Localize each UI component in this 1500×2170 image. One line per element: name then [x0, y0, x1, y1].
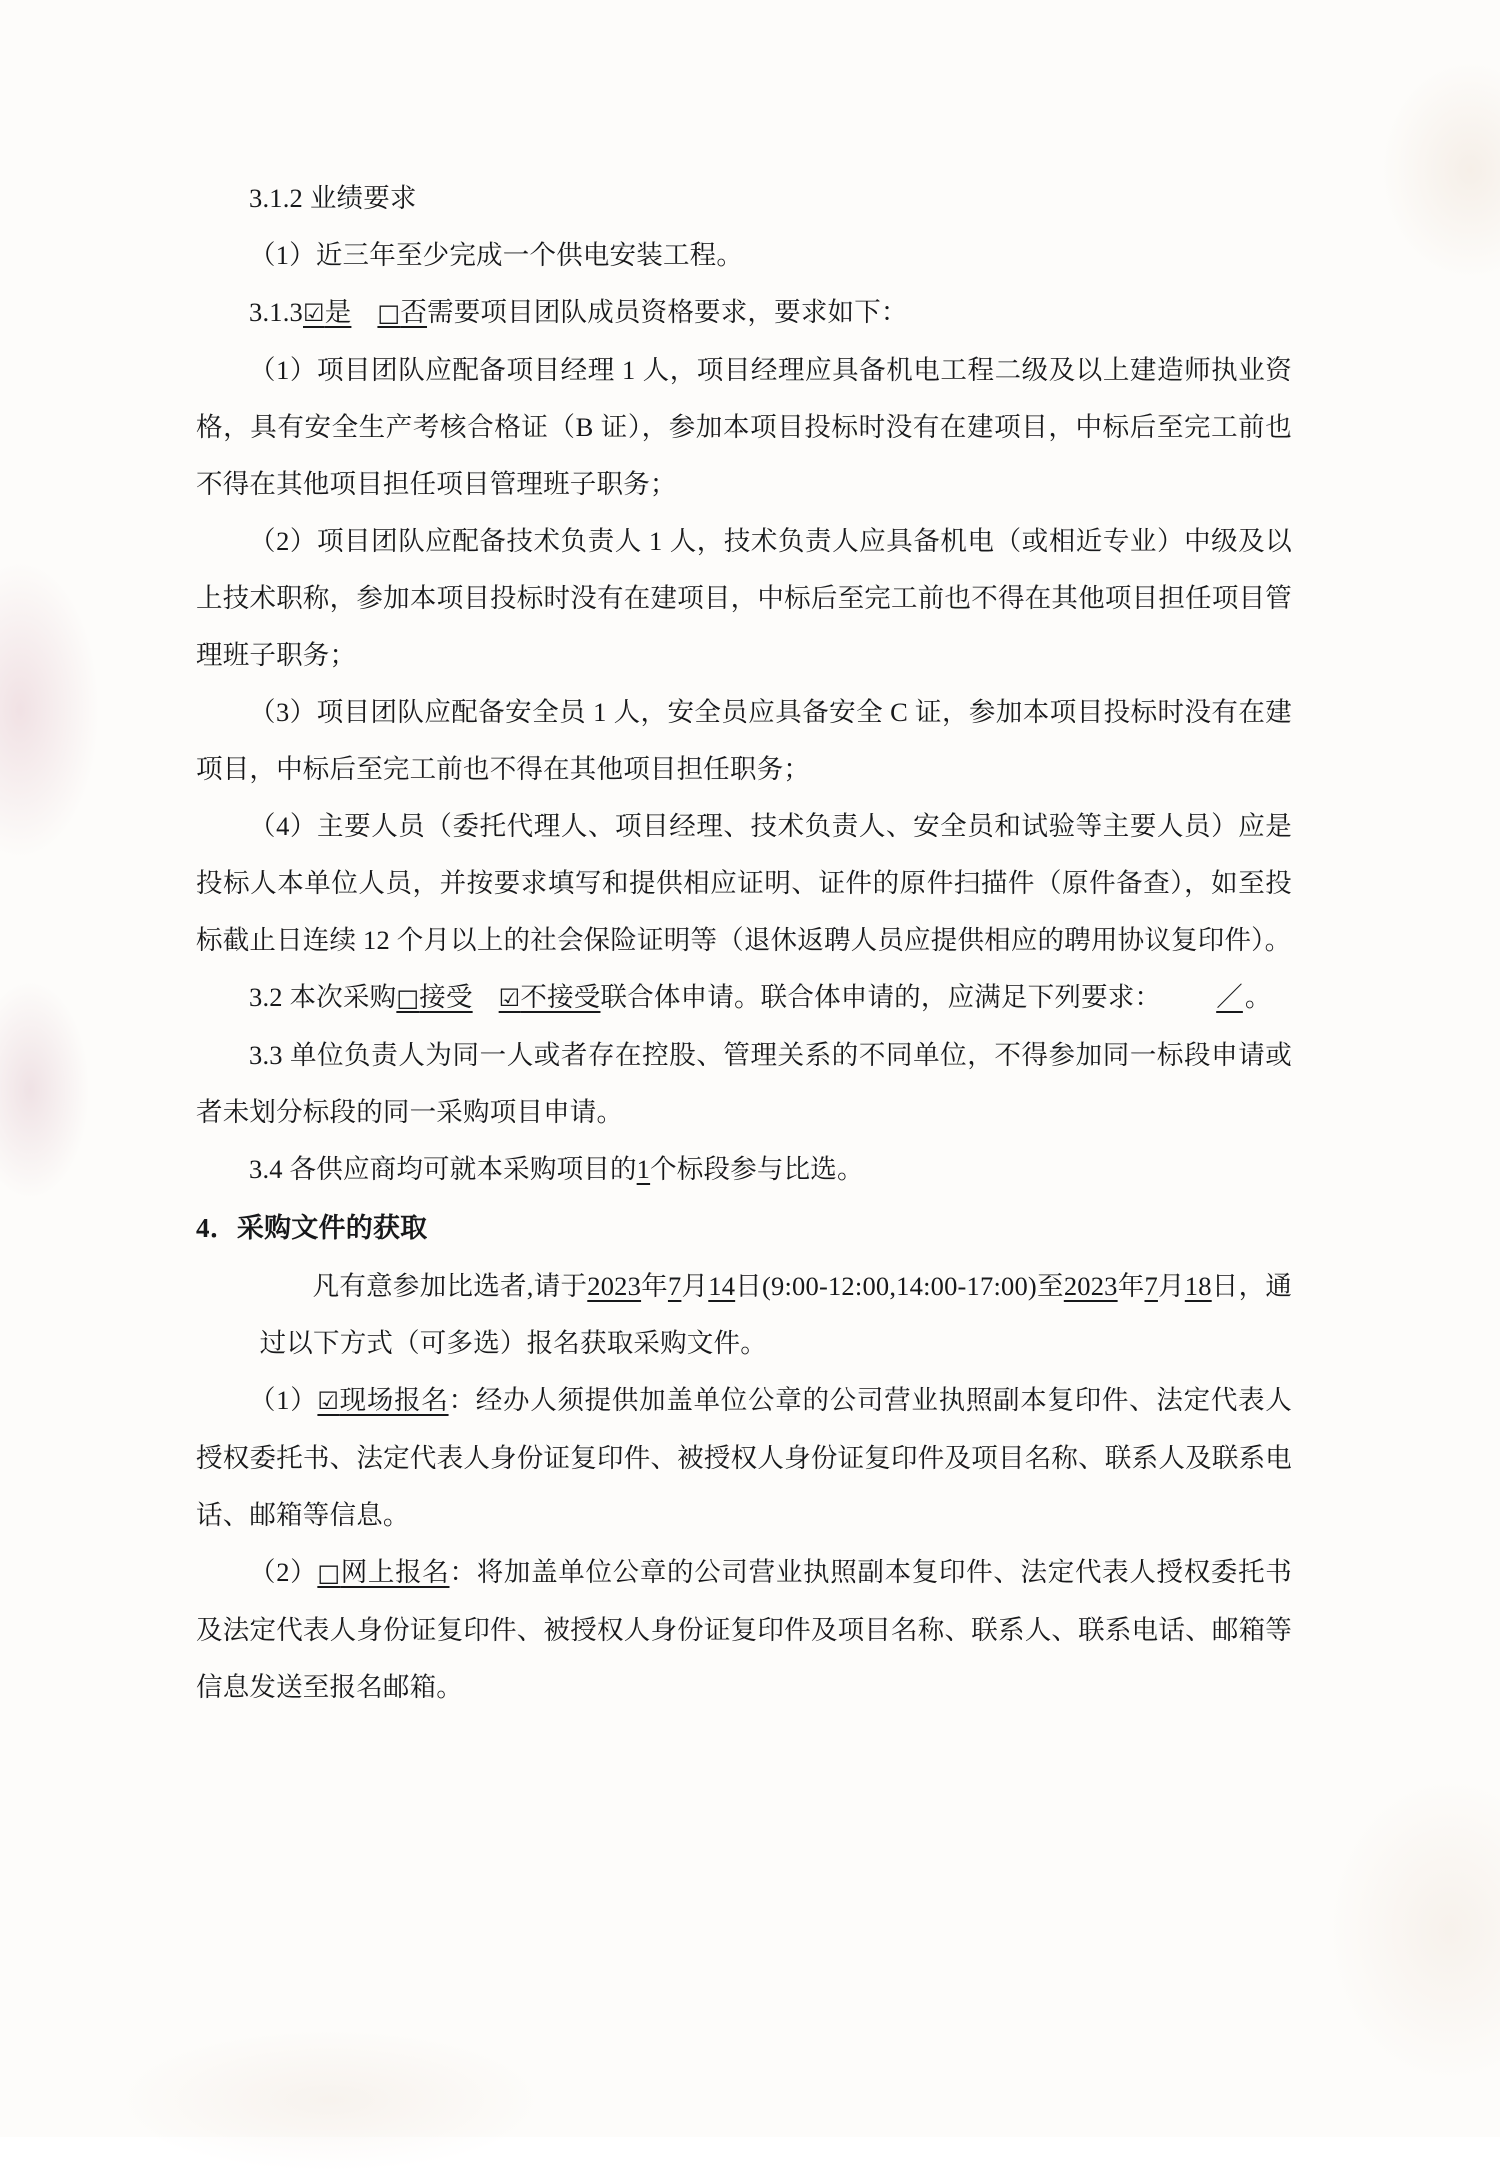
date-range-connector: 至 — [1036, 1271, 1064, 1301]
document-body — [196, 170, 1292, 1716]
item-1-text: ：经办人须提供加盖单位公章的公司营业执照副本复印件、法定代表人授权委托书、法定代表人身份证复印件、被授权人身份证复印件及项目名称、联系人及联系电话、邮箱等信息。 — [196, 1385, 1292, 1530]
item-2-number: （2） — [249, 1557, 318, 1587]
clause-3-1-3-text: 需要项目团队成员资格要求，要求如下： — [427, 297, 908, 327]
year-unit-2: 年 — [1117, 1271, 1145, 1301]
paragraph-3-1-2: 3.1.2 业绩要求 — [249, 183, 417, 213]
paragraph-3-1-3-item-3: （3）项目团队应配备安全员 1 人，安全员应具备安全 C 证，参加本项目投标时没有在建项目，中标后至完工前也不得在其他项目担任职务； — [196, 697, 1292, 784]
end-month-value[interactable]: 7 — [1144, 1271, 1158, 1301]
paragraph-3-1-3-item-2: （2）项目团队应配备技术负责人 1 人，技术负责人应具备机电（或相近专业）中级及以上技术职称，参加本项目投标时没有在建项目，中标后至完工前也不得在其他项目担任项目管理班子职务； — [196, 526, 1292, 670]
start-year-value[interactable]: 2023 — [587, 1271, 642, 1301]
end-year-value[interactable]: 2023 — [1063, 1271, 1118, 1301]
clause-3-2-options — [396, 982, 600, 1012]
paragraph-3-1-3-item-1: （1）项目团队应配备项目经理 1 人，项目经理应具备机电工程二级及以上建造师执业资格，具有安全生产考核合格证（B 证），参加本项目投标时没有在建项目，中标后至完工前也不得在其他项目担任项目管理班子职务； — [196, 355, 1292, 499]
end-day-value[interactable]: 18 — [1184, 1271, 1212, 1301]
scan-stain — [0, 980, 90, 1200]
item-2-label: 网上报名 — [340, 1557, 450, 1587]
clause-3-1-3-options — [303, 297, 427, 327]
date-line-lead: 凡有意参加比选者,请于 — [312, 1271, 588, 1301]
clause-3-4-count[interactable]: 1 — [636, 1154, 651, 1184]
day-unit-2: 日 — [1211, 1271, 1239, 1301]
item-1-label: 现场报名 — [339, 1385, 449, 1415]
scan-stain — [1330, 1780, 1500, 2080]
clause-3-2-end: 。 — [1244, 982, 1272, 1012]
clause-3-4-prefix: 3.4 各供应商均可就本采购项目的 — [249, 1154, 637, 1184]
scan-stain — [1380, 60, 1500, 280]
month-unit: 月 — [681, 1271, 709, 1301]
checkbox-checked-icon[interactable]: ☑ — [303, 299, 325, 327]
start-day-value[interactable]: 14 — [708, 1271, 736, 1301]
start-month-value[interactable]: 7 — [667, 1271, 682, 1301]
month-unit-2: 月 — [1157, 1271, 1185, 1301]
year-unit: 年 — [641, 1271, 668, 1301]
clause-3-2-prefix: 3.2 本次采购 — [249, 982, 397, 1012]
clause-3-4 — [196, 1141, 1292, 1198]
checkbox-accept-label: 接受 — [419, 982, 473, 1012]
paragraph-3-1-3-item-4: （4）主要人员（委托代理人、项目经理、技术负责人、安全员和试验等主要人员）应是投标人本单位人员，并按要求填写和提供相应证明、证件的原件扫描件（原件备查），如至投标截止日连续 12 个月以上的社会保险证明等（退休返聘人员应提供相应的聘用协议复印件）。 — [196, 811, 1292, 955]
item-1-number: （1） — [249, 1385, 318, 1415]
checkbox-reject-label: 不接受 — [520, 982, 601, 1012]
clause-4-item-2 — [196, 1544, 1292, 1716]
clause-3-1-3 — [196, 284, 1292, 342]
section-heading-4: 4．采购文件的获取 — [196, 1213, 428, 1243]
clause-4-dates — [196, 1258, 1292, 1372]
checkbox-no-label: 否 — [400, 297, 428, 327]
scan-stain — [0, 560, 100, 860]
clause-3-1-3-number: 3.1.3 — [249, 297, 303, 327]
item-2-text: ：将加盖单位公章的公司营业执照副本复印件、法定代表人授权委托书及法定代表人身份证复印件、被授权人身份证复印件及项目名称、联系人、联系电话、邮箱等信息发送至报名邮箱。 — [196, 1557, 1292, 1702]
paragraph-3-1-2-item-1: （1）近三年至少完成一个供电安装工程。 — [249, 240, 744, 270]
date-line-tail: ，通过以下方式（可多选）报名获取采购文件。 — [259, 1271, 1293, 1358]
item-1-option — [317, 1385, 448, 1415]
time-range: (9:00-12:00,14:00-17:00) — [762, 1271, 1037, 1301]
checkbox-reject-icon[interactable]: ☑ — [498, 984, 521, 1012]
scan-stain — [120, 2030, 540, 2170]
checkbox-yes-label: 是 — [324, 297, 352, 327]
checkbox-unchecked-icon[interactable]: □ — [377, 299, 401, 327]
clause-4-item-1 — [196, 1372, 1292, 1544]
clause-3-2 — [196, 969, 1292, 1027]
item-2-option — [317, 1557, 449, 1587]
clause-3-2-text: 联合体申请。联合体申请的，应满足下列要求： — [600, 982, 1162, 1012]
checkbox-onsite-registration-icon[interactable]: ☑ — [317, 1387, 340, 1415]
clause-3-2-fill-value[interactable]: ／ — [1216, 982, 1243, 1012]
clause-3-4-suffix: 个标段参与比选。 — [650, 1154, 864, 1184]
day-unit: 日 — [735, 1271, 763, 1301]
checkbox-online-registration-icon[interactable]: □ — [317, 1559, 341, 1587]
checkbox-accept-icon[interactable]: □ — [396, 984, 420, 1012]
paragraph-3-3: 3.3 单位负责人为同一人或者存在控股、管理关系的不同单位，不得参加同一标段申请或者未划分标段的同一采购项目申请。 — [196, 1040, 1292, 1127]
